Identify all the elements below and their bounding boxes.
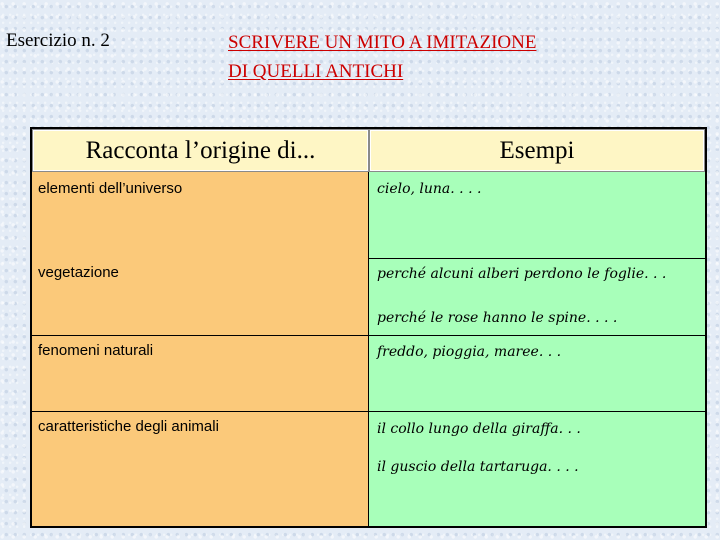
myth-table (30, 127, 707, 528)
example-turtle-shell: il guscio della tartaruga. . . . (377, 459, 579, 475)
column-header-examples: Esempi (369, 129, 705, 172)
categories-column (32, 172, 369, 526)
example-giraffe-neck: il collo lungo della giraffa. . . (377, 421, 581, 437)
row-divider (369, 411, 705, 412)
example-trees-leaves: perché alcuni alberi perdono le foglie. . . (377, 266, 667, 282)
examples-column (369, 172, 705, 526)
category-animal-traits: caratteristiche degli animali (38, 418, 219, 435)
title-line-1: SCRIVERE UN MITO A IMITAZIONE (228, 32, 537, 53)
row-divider (32, 411, 368, 412)
title-line-2: DI QUELLI ANTICHI (228, 61, 404, 82)
category-natural-phenomena: fenomeni naturali (38, 342, 154, 359)
row-divider (369, 258, 705, 259)
exercise-label: Esercizio n. 2 (6, 30, 110, 51)
example-sky-moon: cielo, luna. . . . (377, 181, 482, 197)
category-universe: elementi dell’universo (38, 180, 183, 197)
row-divider (369, 335, 705, 336)
column-header-origin: Racconta l’origine di... (32, 129, 369, 172)
example-roses-thorns: perché le rose hanno le spine. . . . (377, 310, 618, 326)
category-vegetation: vegetazione (38, 264, 119, 281)
page-title (228, 28, 678, 86)
row-divider (32, 335, 368, 336)
example-weather: freddo, pioggia, maree. . . (377, 344, 562, 360)
